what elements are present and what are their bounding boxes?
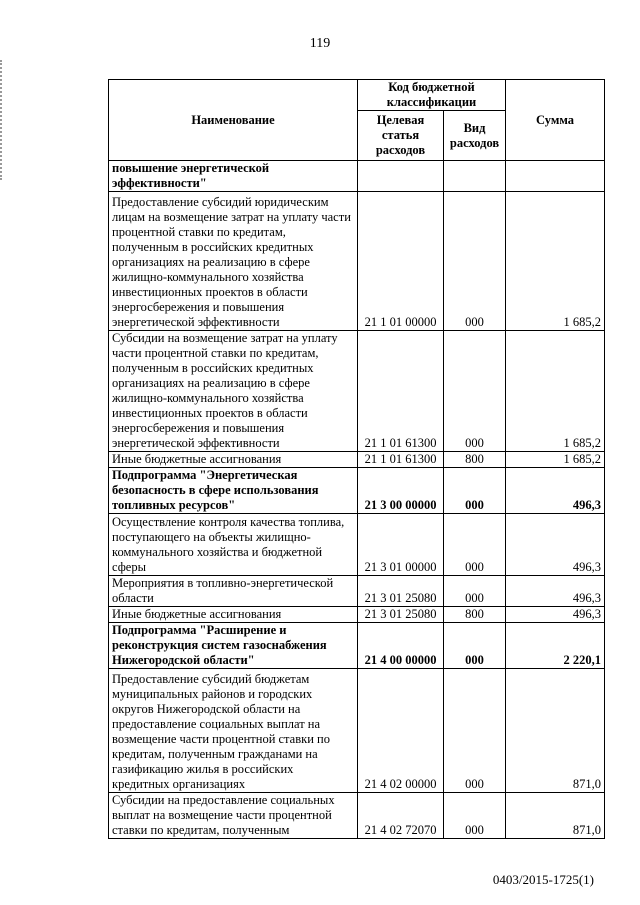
row-expense-type-cell: [444, 161, 506, 192]
row-target-article-cell: [358, 161, 444, 192]
table-row: [109, 669, 605, 793]
header-target-article: Целевая статья расходов: [358, 111, 444, 161]
row-expense-type-cell: 000: [444, 468, 506, 514]
row-name-cell: Предоставление субсидий бюджетам муниципальных районов и городских округов Нижегородской области на предоставление социальных выплат на возмещение части процентной ставки по кредитам, полученным гражданами на газификацию жилья в российских кредитных организациях: [109, 669, 358, 793]
header-budget-code: Код бюджетной классификации: [358, 80, 506, 111]
table-row: [109, 452, 605, 468]
row-expense-type-cell: 000: [444, 623, 506, 669]
row-sum-cell: 1 685,2: [506, 452, 605, 468]
header-sum: Сумма: [506, 80, 605, 161]
row-target-article-cell: 21 4 02 72070: [358, 793, 444, 839]
row-target-article-cell: 21 4 02 00000: [358, 669, 444, 793]
row-target-article-cell: 21 3 01 25080: [358, 576, 444, 607]
row-sum-cell: [506, 161, 605, 192]
row-target-article-cell: 21 3 00 00000: [358, 468, 444, 514]
row-expense-type-cell: 000: [444, 793, 506, 839]
table-row: [109, 514, 605, 576]
row-target-article-cell: 21 3 01 00000: [358, 514, 444, 576]
table-row: [109, 331, 605, 452]
row-expense-type-cell: 800: [444, 607, 506, 623]
row-sum-cell: 1 685,2: [506, 192, 605, 331]
row-expense-type-cell: 000: [444, 514, 506, 576]
row-name-cell: Мероприятия в топливно-энергетической области: [109, 576, 358, 607]
page-number: 119: [309, 36, 331, 51]
table-row: [109, 161, 605, 192]
row-expense-type-cell: 000: [444, 669, 506, 793]
table-row: [109, 607, 605, 623]
row-name-cell: Иные бюджетные ассигнования: [109, 607, 358, 623]
table-row: [109, 192, 605, 331]
row-target-article-cell: 21 1 01 61300: [358, 452, 444, 468]
row-sum-cell: 496,3: [506, 607, 605, 623]
row-sum-cell: 496,3: [506, 514, 605, 576]
row-sum-cell: 496,3: [506, 468, 605, 514]
row-name-cell: повышение энергетической эффективности": [109, 161, 358, 192]
row-name-cell: Субсидии на предоставление социальных выплат на возмещение части процентной ставки по кредитам, полученным: [109, 793, 358, 839]
document-id: 0403/2015-1725(1): [492, 872, 594, 887]
row-name-cell: Подпрограмма "Энергетическая безопасность в сфере использования топливных ресурсов": [109, 468, 358, 514]
row-name-cell: Подпрограмма "Расширение и реконструкция систем газоснабжения Нижегородской области": [109, 623, 358, 669]
table-row: [109, 576, 605, 607]
table-row: [109, 623, 605, 669]
row-name-cell: Иные бюджетные ассигнования: [109, 452, 358, 468]
row-sum-cell: 871,0: [506, 793, 605, 839]
row-sum-cell: 496,3: [506, 576, 605, 607]
row-sum-cell: 871,0: [506, 669, 605, 793]
row-expense-type-cell: 000: [444, 331, 506, 452]
header-expense-type: Вид расходов: [444, 111, 506, 161]
row-expense-type-cell: 000: [444, 192, 506, 331]
row-target-article-cell: 21 4 00 00000: [358, 623, 444, 669]
row-sum-cell: 1 685,2: [506, 331, 605, 452]
table-row: [109, 793, 605, 839]
table-row: [109, 468, 605, 514]
row-sum-cell: 2 220,1: [506, 623, 605, 669]
row-target-article-cell: 21 1 01 00000: [358, 192, 444, 331]
table-body: [109, 161, 605, 839]
row-name-cell: Осуществление контроля качества топлива, поступающего на объекты жилищно-коммунального хозяйства и бюджетной сферы: [109, 514, 358, 576]
row-expense-type-cell: 800: [444, 452, 506, 468]
row-name-cell: Предоставление субсидий юридическим лицам на возмещение затрат на уплату части процентной ставки по кредитам, полученным в российских кредитных организациях на реализацию в сфере жилищно-коммунального хозяйства инвестиционных проектов в области энергосбережения и повышения энергетической эффективности: [109, 192, 358, 331]
binding-edge-marks: [0, 60, 5, 180]
row-target-article-cell: 21 3 01 25080: [358, 607, 444, 623]
budget-table: [108, 79, 605, 839]
header-name: Наименование: [109, 80, 358, 161]
row-expense-type-cell: 000: [444, 576, 506, 607]
row-name-cell: Субсидии на возмещение затрат на уплату части процентной ставки по кредитам, полученным в российских кредитных организациях на реализацию в сфере жилищно-коммунального хозяйства инвестиционных проектов в области энергосбережения и повышения энергетической эффективности: [109, 331, 358, 452]
row-target-article-cell: 21 1 01 61300: [358, 331, 444, 452]
